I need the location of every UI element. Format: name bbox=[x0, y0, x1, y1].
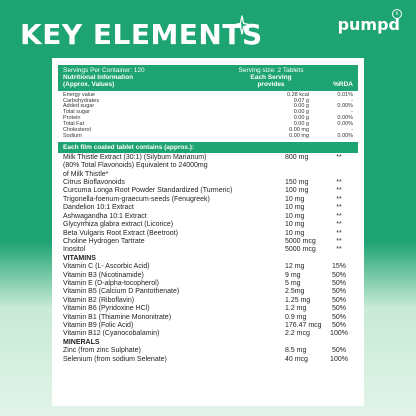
ingredient-name: Vitamin B5 (Calcium D Pantothenate) bbox=[63, 288, 180, 296]
ingredient-amount: 176.47 mcg bbox=[285, 321, 322, 329]
serving-size: Serving size: 2 Tablets bbox=[238, 67, 304, 74]
nutrient-value: 0.28 kcal bbox=[286, 91, 309, 98]
approx-values-label: (Approx. Values) bbox=[63, 81, 115, 89]
brand-logo: pumpd bbox=[337, 15, 400, 34]
sparkle-icon bbox=[232, 15, 252, 35]
ingredient-amount: 10 mg bbox=[285, 195, 305, 203]
nutrient-value: 0.00 mg bbox=[289, 127, 309, 134]
ingredient-amount bbox=[285, 171, 325, 179]
nutrient-rda: 0.00% bbox=[337, 115, 353, 122]
ingredient-rda: 100% bbox=[330, 330, 348, 338]
nutrient-value: 0.00 g bbox=[293, 121, 309, 128]
provides-label: provides bbox=[257, 81, 285, 89]
ingredient-amount: 40 mcg bbox=[285, 355, 308, 363]
table-row bbox=[63, 347, 353, 355]
ingredient-name: Vitamin B6 (Pyridoxine HCl) bbox=[63, 305, 150, 313]
rda-header: %RDA bbox=[333, 81, 353, 89]
ingredient-name: Citrus Bioflavonoids bbox=[63, 179, 125, 187]
ingredient-list bbox=[58, 153, 358, 364]
table-row bbox=[63, 230, 353, 238]
ingredient-name: Zinc (from zinc Sulphate) bbox=[63, 347, 141, 355]
nutrition-table-card bbox=[52, 58, 364, 406]
nutrient-rda: - bbox=[351, 97, 353, 104]
nutrient-rda: 0.00% bbox=[337, 103, 353, 110]
nutrient-rda: 0.01% bbox=[337, 91, 353, 98]
ingredient-rda: 50% bbox=[331, 313, 346, 321]
registered-mark: R bbox=[392, 9, 402, 19]
ingredient-rda: ** bbox=[336, 212, 342, 220]
nutrient-value: 0.07 g bbox=[293, 97, 309, 104]
ingredient-rda: 100% bbox=[330, 355, 348, 363]
ingredient-amount: 10 mg bbox=[285, 204, 305, 212]
ingredient-amount: 1.2 mg bbox=[285, 305, 307, 313]
ingredient-name: Beta Vulgaris Root Extract (Beetroot) bbox=[63, 229, 178, 237]
nutrient-name: Added sugar bbox=[63, 103, 95, 110]
table-row bbox=[63, 238, 353, 246]
table-row bbox=[63, 288, 353, 296]
nutrient-value: 0.00 g bbox=[293, 103, 309, 110]
nutrient-value: 0.00 mg bbox=[289, 132, 309, 139]
ingredient-amount: 1.25 mg bbox=[285, 296, 311, 304]
nutrient-rda: 0.00% bbox=[337, 121, 353, 128]
ingredient-rda: 50% bbox=[331, 347, 346, 355]
ingredient-rda: ** bbox=[336, 153, 342, 161]
ingredient-amount: 5 mg bbox=[285, 279, 301, 287]
ingredient-amount: 10 mg bbox=[285, 229, 305, 237]
table-row bbox=[63, 154, 353, 162]
table-row bbox=[63, 297, 353, 305]
ingredient-rda: ** bbox=[336, 179, 342, 187]
nutrient-rda: - bbox=[351, 109, 353, 116]
table-header bbox=[58, 65, 358, 91]
nutritional-information-label: Nutritional Information bbox=[63, 74, 134, 82]
ingredient-rda: ** bbox=[336, 237, 342, 245]
ingredient-amount: 9 mg bbox=[285, 271, 301, 279]
ingredient-name: Inositol bbox=[63, 246, 86, 254]
ingredient-name: Vitamin B12 (Cyanocobalamin) bbox=[63, 330, 160, 338]
ingredient-amount: 100 mg bbox=[285, 187, 309, 195]
table-row bbox=[63, 322, 353, 330]
vitamins-heading: VITAMINS bbox=[63, 254, 96, 262]
table-row bbox=[63, 213, 353, 221]
nutrient-name: Cholesterol bbox=[63, 127, 91, 134]
ingredient-amount: 5000 mcg bbox=[285, 246, 316, 254]
ingredient-rda: ** bbox=[336, 229, 342, 237]
minerals-heading: MINERALS bbox=[63, 338, 100, 346]
table-row bbox=[63, 330, 353, 338]
ingredient-amount: 8.5 mg bbox=[285, 347, 307, 355]
table-row bbox=[63, 246, 353, 254]
nutrient-name: Total Fat bbox=[63, 121, 85, 128]
ingredient-name: Vitamin B3 (Nicotinamide) bbox=[63, 271, 144, 279]
nutrient-rda: - bbox=[351, 127, 353, 134]
ingredient-name: (80% Total Flavonoids) Equivalent to 24000mg bbox=[63, 162, 208, 170]
ingredient-name: Choline Hydrogen Tartrate bbox=[63, 237, 145, 245]
each-serving-label: Each Serving bbox=[250, 74, 292, 82]
ingredient-name: Glycyrrhiza glabra extract (Licorice) bbox=[63, 221, 174, 229]
ingredient-amount: 2.5mg bbox=[285, 288, 305, 296]
ingredient-rda: ** bbox=[336, 187, 342, 195]
table-row bbox=[63, 263, 353, 271]
ingredient-name: Milk Thistle Extract (30:1) (Silybum Marianum) bbox=[63, 153, 207, 161]
ingredient-name: Vitamin B9 (Folic Acid) bbox=[63, 321, 134, 329]
table-row bbox=[63, 196, 353, 204]
table-row bbox=[63, 221, 353, 229]
nutrient-name: Carbohydrates bbox=[63, 97, 100, 104]
tablet-contains-band: Each film coated tablet contains (approx.): bbox=[58, 142, 358, 153]
ingredient-rda: ** bbox=[336, 204, 342, 212]
ingredient-rda: 50% bbox=[331, 321, 346, 329]
ingredient-rda: 15% bbox=[331, 263, 346, 271]
table-row bbox=[63, 305, 353, 313]
table-row bbox=[63, 314, 353, 322]
ingredient-amount: 0.9 mg bbox=[285, 313, 307, 321]
table-row bbox=[63, 204, 353, 212]
ingredient-rda bbox=[325, 171, 353, 179]
nutrient-name: Total sugar bbox=[63, 109, 90, 116]
table-row bbox=[63, 280, 353, 288]
table-row bbox=[63, 272, 353, 280]
ingredient-name: Vitamin B1 (Thiamine Mononitrate) bbox=[63, 313, 172, 321]
ingredient-amount bbox=[285, 162, 325, 170]
table-row bbox=[63, 356, 353, 364]
nutrient-name: Sodium bbox=[63, 132, 82, 139]
ingredient-rda: ** bbox=[336, 246, 342, 254]
ingredient-rda: 50% bbox=[331, 271, 346, 279]
servings-per-container: Servings Per Container: 120 bbox=[63, 67, 145, 74]
nutrient-name: Energy value bbox=[63, 91, 96, 98]
page-title: KEY ELEMENTS bbox=[20, 18, 263, 51]
nutrient-value: 0.00 g bbox=[293, 115, 309, 122]
table-row bbox=[63, 162, 353, 170]
ingredient-name: Selenium (from sodium Selenate) bbox=[63, 355, 167, 363]
table-row bbox=[63, 171, 353, 179]
ingredient-rda: ** bbox=[336, 221, 342, 229]
ingredient-amount: 12 mg bbox=[285, 263, 305, 271]
table-row bbox=[63, 187, 353, 195]
nutrient-value: 0.00 g bbox=[293, 109, 309, 116]
nutrient-name: Protein bbox=[63, 115, 81, 122]
ingredient-name: Trigonella-foenum-graecum-seeds (Fenugreek) bbox=[63, 195, 210, 203]
ingredient-amount: 5000 mcg bbox=[285, 237, 316, 245]
ingredient-name: Curcuma Longa Root Powder Standardized (Turmeric) bbox=[63, 187, 233, 195]
ingredient-amount: 800 mg bbox=[285, 153, 309, 161]
ingredient-rda: 50% bbox=[331, 296, 346, 304]
ingredient-rda: 50% bbox=[331, 305, 346, 313]
ingredient-amount: 150 mg bbox=[285, 179, 309, 187]
ingredient-name: Vitamin C (L- Ascorbic Acid) bbox=[63, 263, 150, 271]
ingredient-amount: 2.2 mcg bbox=[285, 330, 310, 338]
ingredient-name: Vitamin E (D-alpha-tocopherol) bbox=[63, 279, 159, 287]
table-row bbox=[63, 179, 353, 187]
nutrition-values bbox=[58, 91, 358, 142]
ingredient-rda: 50% bbox=[331, 288, 346, 296]
ingredient-name: Ashwagandha 10:1 Extract bbox=[63, 212, 147, 220]
ingredient-name: of Milk Thistle* bbox=[63, 170, 109, 178]
ingredient-name: Vitamin B2 (Riboflavin) bbox=[63, 296, 135, 304]
ingredient-rda: 50% bbox=[331, 279, 346, 287]
ingredient-amount: 10 mg bbox=[285, 212, 305, 220]
ingredient-rda bbox=[325, 162, 353, 170]
ingredient-amount: 10 mg bbox=[285, 221, 305, 229]
table-row bbox=[63, 134, 353, 140]
ingredient-rda: ** bbox=[336, 195, 342, 203]
nutrient-rda: 0.00% bbox=[337, 132, 353, 139]
ingredient-name: Dandelion 10:1 Extract bbox=[63, 204, 134, 212]
